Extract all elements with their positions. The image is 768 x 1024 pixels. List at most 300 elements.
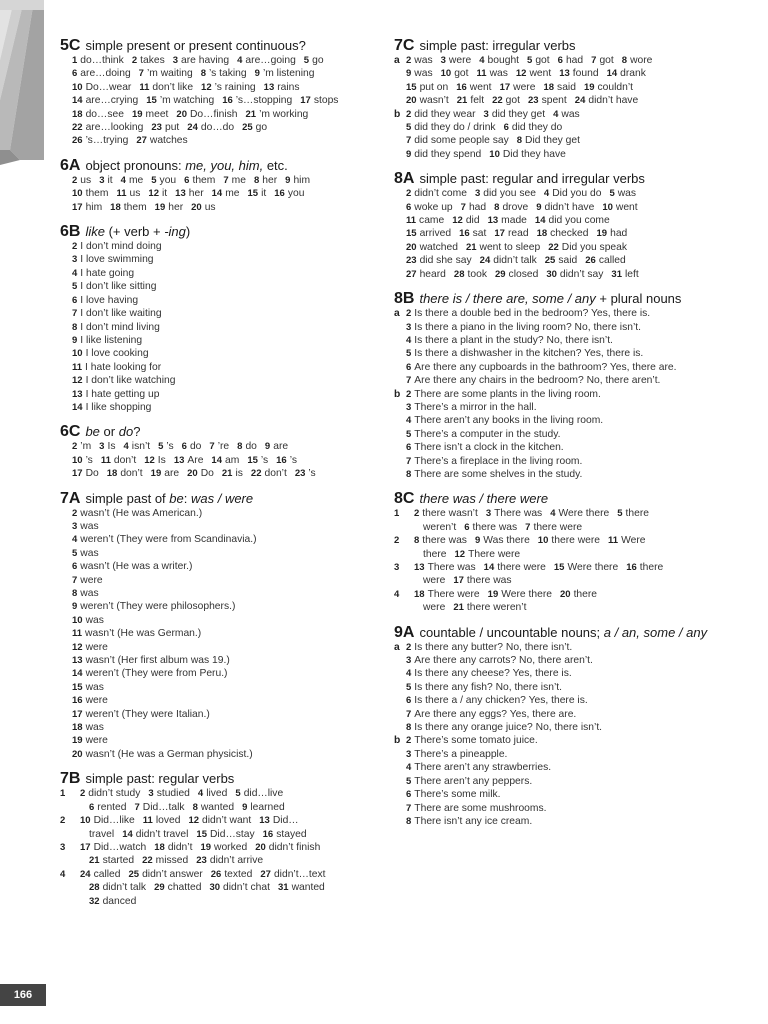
item-number: 4 xyxy=(197,788,204,800)
answer-line xyxy=(60,54,380,67)
section-title-part: there was / there were xyxy=(419,491,549,507)
section-code: 8C xyxy=(394,490,415,508)
answer-line xyxy=(394,414,754,427)
item-text: Is there a plant in the study? No, there isn’t. xyxy=(414,334,613,346)
answer-item xyxy=(72,335,142,346)
answer-line xyxy=(60,240,380,253)
item-number: 28 xyxy=(89,882,100,894)
answer-line xyxy=(60,388,380,401)
item-number: 4 xyxy=(479,55,485,66)
item-text: don’t xyxy=(120,468,143,480)
item-text: Were there xyxy=(501,588,552,600)
answer-item xyxy=(295,468,316,479)
item-text: there was xyxy=(466,575,512,587)
item-text: Did… xyxy=(272,815,299,827)
item-number: 17 xyxy=(453,575,464,587)
answer-item xyxy=(495,269,538,280)
item-number: 20 xyxy=(255,841,266,853)
item-text: I don’t like sitting xyxy=(80,281,157,293)
item-text: Do…wear xyxy=(85,81,132,93)
item-text: Are there any chairs in the bedroom? No, there aren’t. xyxy=(414,375,661,387)
answer-line xyxy=(394,815,754,828)
answer-line xyxy=(394,187,754,200)
item-text: Were there xyxy=(567,562,619,573)
answer-line xyxy=(60,881,380,894)
answer-item xyxy=(406,362,676,373)
item-number: 7 xyxy=(406,708,412,720)
item-text: didn’t…text xyxy=(273,868,326,880)
answer-line xyxy=(394,134,754,147)
item-text: us xyxy=(204,201,216,213)
item-text: were xyxy=(448,55,472,66)
item-text: put on xyxy=(419,81,449,93)
item-text: bought xyxy=(487,55,520,66)
item-number: 20 xyxy=(191,201,202,213)
item-number: 9 xyxy=(72,601,78,613)
answer-line xyxy=(394,734,754,747)
item-number: 24 xyxy=(80,868,91,880)
answer-line xyxy=(394,388,754,401)
section-code: 6A xyxy=(60,156,81,174)
item-text: There’s a computer in the study. xyxy=(414,428,561,440)
item-text: I hate going xyxy=(80,267,135,279)
item-number: 19 xyxy=(131,108,143,120)
answer-item xyxy=(72,642,108,653)
answer-line xyxy=(60,841,380,854)
item-text: ’re xyxy=(217,441,230,453)
answer-item xyxy=(193,802,235,813)
item-number: 8 xyxy=(406,468,412,480)
item-number: 14 xyxy=(606,68,618,80)
item-number: 27 xyxy=(136,135,147,147)
item-number: 4 xyxy=(72,534,78,546)
item-number: 11 xyxy=(100,454,111,466)
answer-item xyxy=(461,202,486,213)
answer-item xyxy=(155,202,183,213)
item-number: 12 xyxy=(144,454,155,466)
item-text: there were xyxy=(497,562,546,573)
item-text: us xyxy=(80,174,92,186)
answer-section-8c xyxy=(394,491,754,614)
item-number: 6 xyxy=(557,55,563,66)
answer-line xyxy=(394,148,754,161)
answer-item xyxy=(72,362,161,373)
item-number: 4 xyxy=(72,267,78,279)
item-number: 6 xyxy=(503,122,509,134)
item-number: 7 xyxy=(134,801,140,813)
answer-item xyxy=(89,882,146,893)
item-number: 3 xyxy=(483,108,489,120)
item-number: 22 xyxy=(142,855,153,867)
answer-item xyxy=(525,522,582,533)
item-text: weren’t (They were from Peru.) xyxy=(85,668,228,680)
answer-line xyxy=(394,654,754,667)
section-title-part: ) xyxy=(185,224,191,240)
item-number: 5 xyxy=(406,681,412,693)
answer-item xyxy=(248,188,267,199)
answer-item xyxy=(406,322,641,333)
item-text: was xyxy=(489,68,508,80)
answer-item xyxy=(176,109,237,120)
item-number: 21 xyxy=(221,468,233,480)
part-label: a xyxy=(394,55,400,66)
answer-item xyxy=(139,68,193,79)
item-number: 7 xyxy=(209,441,215,453)
answer-item xyxy=(72,455,93,466)
item-text: me xyxy=(128,174,144,186)
answer-item xyxy=(235,788,283,799)
item-text: was xyxy=(85,614,104,626)
answer-item xyxy=(544,188,602,199)
answer-item xyxy=(414,535,467,546)
item-text: there xyxy=(573,588,598,600)
answer-item xyxy=(80,842,146,853)
answer-item xyxy=(406,762,551,773)
answer-item xyxy=(475,535,530,546)
item-text: There aren’t any peppers. xyxy=(414,775,533,787)
answer-item xyxy=(158,441,174,452)
section-header xyxy=(60,491,380,507)
answer-item xyxy=(72,322,160,333)
answer-item xyxy=(211,455,239,466)
item-number: 7 xyxy=(406,455,412,467)
answer-item xyxy=(406,456,582,467)
answer-item xyxy=(72,508,202,519)
answer-item xyxy=(72,735,108,746)
item-number: 15 xyxy=(406,228,417,240)
answer-line xyxy=(394,214,754,227)
item-number: 18 xyxy=(72,722,83,734)
answer-line xyxy=(394,374,754,387)
item-number: 8 xyxy=(414,535,420,547)
item-number: 6 xyxy=(184,174,190,186)
answer-line xyxy=(60,694,380,707)
item-text: there xyxy=(639,562,664,573)
item-text: me xyxy=(231,174,246,186)
answer-line xyxy=(60,828,380,841)
answer-section-7c xyxy=(394,38,754,161)
item-text: him xyxy=(293,174,311,186)
answer-item xyxy=(406,95,449,106)
answer-line xyxy=(60,681,380,694)
item-text: her xyxy=(262,174,278,186)
answer-item xyxy=(72,348,149,359)
item-text: I don’t mind living xyxy=(80,321,160,333)
item-number: 32 xyxy=(89,895,100,907)
answer-item xyxy=(72,668,228,679)
answer-item xyxy=(265,441,288,452)
item-number: 12 xyxy=(188,815,200,827)
item-text: ’m listening xyxy=(262,68,315,80)
item-text: wasn’t xyxy=(419,95,449,107)
answer-item xyxy=(456,82,491,93)
answer-item xyxy=(99,175,112,186)
answer-item xyxy=(72,95,138,106)
item-number: 13 xyxy=(259,815,270,827)
item-text: There were xyxy=(468,548,521,560)
item-number: 25 xyxy=(242,122,253,134)
item-text: there was xyxy=(472,521,518,533)
answer-section-7b xyxy=(60,771,380,908)
item-number: 24 xyxy=(479,255,491,267)
section-title-part: there is / there are, some / any xyxy=(419,291,596,307)
item-text: ’s xyxy=(85,454,93,466)
answer-item xyxy=(80,869,120,880)
answer-item xyxy=(260,869,325,880)
section-title-part: -ing xyxy=(164,224,186,240)
answer-item xyxy=(72,709,210,720)
item-number: 17 xyxy=(300,95,311,107)
item-text: are…going xyxy=(245,55,296,66)
item-text: were xyxy=(80,574,103,586)
section-title-part: was / were xyxy=(190,490,254,506)
answer-item xyxy=(626,562,663,573)
answer-section-6c xyxy=(60,424,380,480)
item-text: were xyxy=(513,81,536,93)
answer-item xyxy=(122,829,188,840)
answer-item xyxy=(545,255,577,266)
item-text: worked xyxy=(214,841,248,853)
answer-line xyxy=(60,347,380,360)
item-number: 11 xyxy=(139,81,150,93)
item-number: 16 xyxy=(222,95,233,107)
answer-item xyxy=(480,255,537,266)
answer-item xyxy=(132,109,168,120)
item-number: 5 xyxy=(617,508,623,520)
exercise-number: 2 xyxy=(394,535,400,547)
item-number: 2 xyxy=(131,55,138,66)
item-number: 26 xyxy=(585,255,596,267)
answer-item xyxy=(300,95,338,106)
answer-line xyxy=(60,721,380,734)
item-number: 23 xyxy=(406,255,417,267)
answer-item xyxy=(222,468,243,479)
answer-item xyxy=(80,815,135,826)
item-number: 10 xyxy=(72,348,83,360)
item-text: checked xyxy=(550,228,589,240)
item-text: couldn’t xyxy=(597,81,634,93)
item-text: Were there xyxy=(558,508,610,520)
section-code: 6C xyxy=(60,423,81,441)
answer-item xyxy=(254,175,277,186)
answer-item xyxy=(548,242,627,253)
item-number: 22 xyxy=(548,241,559,253)
item-text: do…think xyxy=(80,55,124,66)
item-number: 13 xyxy=(72,655,83,667)
answer-item xyxy=(406,682,562,693)
answer-item xyxy=(406,242,458,253)
item-text: were xyxy=(423,602,446,614)
answer-line xyxy=(60,533,380,546)
item-text: didn’t have xyxy=(588,95,639,107)
section-header xyxy=(394,38,754,54)
item-number: 19 xyxy=(487,588,499,600)
item-text: went xyxy=(615,201,638,213)
answer-line xyxy=(60,868,380,881)
item-number: 17 xyxy=(72,708,83,720)
item-number: 16 xyxy=(274,188,285,200)
item-number: 6 xyxy=(406,789,412,801)
item-text: didn’t answer xyxy=(142,868,203,880)
item-text: I love swimming xyxy=(80,254,154,266)
section-title xyxy=(85,771,234,787)
answer-line xyxy=(394,401,754,414)
item-text: ’s xyxy=(289,454,297,466)
item-text: spent xyxy=(541,95,567,107)
item-text: didn’t arrive xyxy=(209,855,264,867)
item-text: Did they get xyxy=(525,135,580,147)
item-number: 5 xyxy=(406,428,412,440)
item-text: don’t like xyxy=(152,81,194,93)
section-title xyxy=(419,38,575,54)
answer-line xyxy=(394,761,754,774)
item-number: 3 xyxy=(72,254,78,266)
answer-item xyxy=(536,202,594,213)
item-text: closed xyxy=(508,268,539,280)
part-label: a xyxy=(394,641,400,653)
item-text: me xyxy=(225,188,240,200)
answer-item xyxy=(517,135,580,146)
answer-section-9a xyxy=(394,625,754,829)
item-text: meet xyxy=(145,108,169,120)
item-text: wanted xyxy=(200,801,235,813)
item-number: 3 xyxy=(148,788,154,800)
item-text: travel xyxy=(89,828,115,840)
item-number: 29 xyxy=(154,882,165,894)
answer-item xyxy=(406,68,433,79)
item-number: 19 xyxy=(154,201,166,213)
item-text: I don’t mind doing xyxy=(80,241,162,253)
item-number: 31 xyxy=(611,268,622,280)
item-text: weren’t (They were from Scandinavia.) xyxy=(80,534,257,546)
section-title xyxy=(85,424,140,440)
answer-item xyxy=(406,375,660,386)
item-number: 15 xyxy=(247,188,259,200)
item-number: 6 xyxy=(406,361,412,373)
answer-item xyxy=(406,668,572,679)
item-text: lived xyxy=(206,788,228,800)
item-text: I hate getting up xyxy=(85,388,160,400)
answer-item xyxy=(72,575,103,586)
answer-item xyxy=(486,508,542,519)
item-text: ’m watching xyxy=(159,95,215,107)
answer-item xyxy=(72,281,156,292)
item-number: 8 xyxy=(494,201,500,213)
item-number: 19 xyxy=(596,228,608,240)
item-text: was xyxy=(80,520,99,532)
answer-item xyxy=(406,82,448,93)
item-number: 12 xyxy=(148,188,159,200)
item-number: 8 xyxy=(621,55,628,66)
section-code: 7C xyxy=(394,37,415,54)
item-text: there xyxy=(423,548,447,560)
answer-line xyxy=(60,334,380,347)
answer-item xyxy=(72,402,151,413)
item-text: Did you do xyxy=(552,188,602,200)
answer-item xyxy=(246,109,309,120)
answer-item xyxy=(406,642,572,653)
item-text: There isn’t a clock in the kitchen. xyxy=(414,442,564,454)
item-number: 21 xyxy=(245,108,257,120)
item-text: are…doing xyxy=(80,68,131,80)
item-text: arrived xyxy=(419,228,452,240)
answer-line xyxy=(60,401,380,414)
answer-item xyxy=(72,68,131,79)
section-title-part: simple past: irregular verbs xyxy=(419,38,576,53)
item-number: 15 xyxy=(553,562,565,573)
answer-line xyxy=(394,802,754,815)
item-text: Do…finish xyxy=(190,108,238,120)
section-code: 6B xyxy=(60,223,81,241)
item-text: put xyxy=(164,122,180,134)
answer-item xyxy=(222,95,292,106)
answer-line xyxy=(60,574,380,587)
answer-item xyxy=(553,109,580,120)
item-text: did you see xyxy=(483,188,536,200)
answer-item xyxy=(255,68,315,79)
item-number: 15 xyxy=(196,828,207,840)
answer-item xyxy=(423,602,445,613)
answer-item xyxy=(242,802,285,813)
item-text: do xyxy=(189,441,202,453)
item-number: 26 xyxy=(210,868,222,880)
answer-item xyxy=(110,202,146,213)
answer-item xyxy=(72,122,143,133)
answer-line xyxy=(60,734,380,747)
answer-item xyxy=(406,335,613,346)
section-title xyxy=(85,158,287,174)
item-number: 7 xyxy=(525,521,531,533)
section-title-part: a / an, some / any xyxy=(603,624,708,640)
item-number: 8 xyxy=(72,588,78,599)
item-number: 13 xyxy=(175,188,186,200)
item-number: 6 xyxy=(72,294,78,306)
answer-item xyxy=(406,776,532,787)
item-number: 2 xyxy=(406,308,412,320)
answer-item xyxy=(406,803,547,814)
item-text: was xyxy=(85,681,104,693)
item-text: made xyxy=(501,215,527,227)
item-text: are…crying xyxy=(85,95,139,107)
answer-item xyxy=(72,561,192,572)
answer-item xyxy=(414,508,478,519)
answer-item xyxy=(251,468,287,479)
answer-line xyxy=(60,467,380,480)
item-text: Is xyxy=(157,454,166,466)
item-number: 19 xyxy=(200,841,212,853)
answer-line xyxy=(394,441,754,454)
item-text: was xyxy=(561,108,580,120)
answer-item xyxy=(304,55,324,66)
item-text: got xyxy=(535,55,550,66)
answer-item xyxy=(466,242,540,253)
exercise-number: 2 xyxy=(60,815,66,827)
answer-item xyxy=(255,842,320,853)
item-number: 3 xyxy=(72,520,78,532)
item-text: was xyxy=(414,68,433,80)
answer-line xyxy=(60,520,380,533)
item-number: 8 xyxy=(200,68,207,80)
item-text: had xyxy=(610,228,628,240)
item-number: 6 xyxy=(406,201,412,213)
item-number: 11 xyxy=(142,815,153,827)
item-number: 6 xyxy=(72,68,78,80)
answer-line xyxy=(60,108,380,121)
answer-item xyxy=(406,202,453,213)
exercise-number: 1 xyxy=(394,508,400,520)
item-number: 22 xyxy=(492,95,503,107)
answer-item xyxy=(441,55,472,66)
